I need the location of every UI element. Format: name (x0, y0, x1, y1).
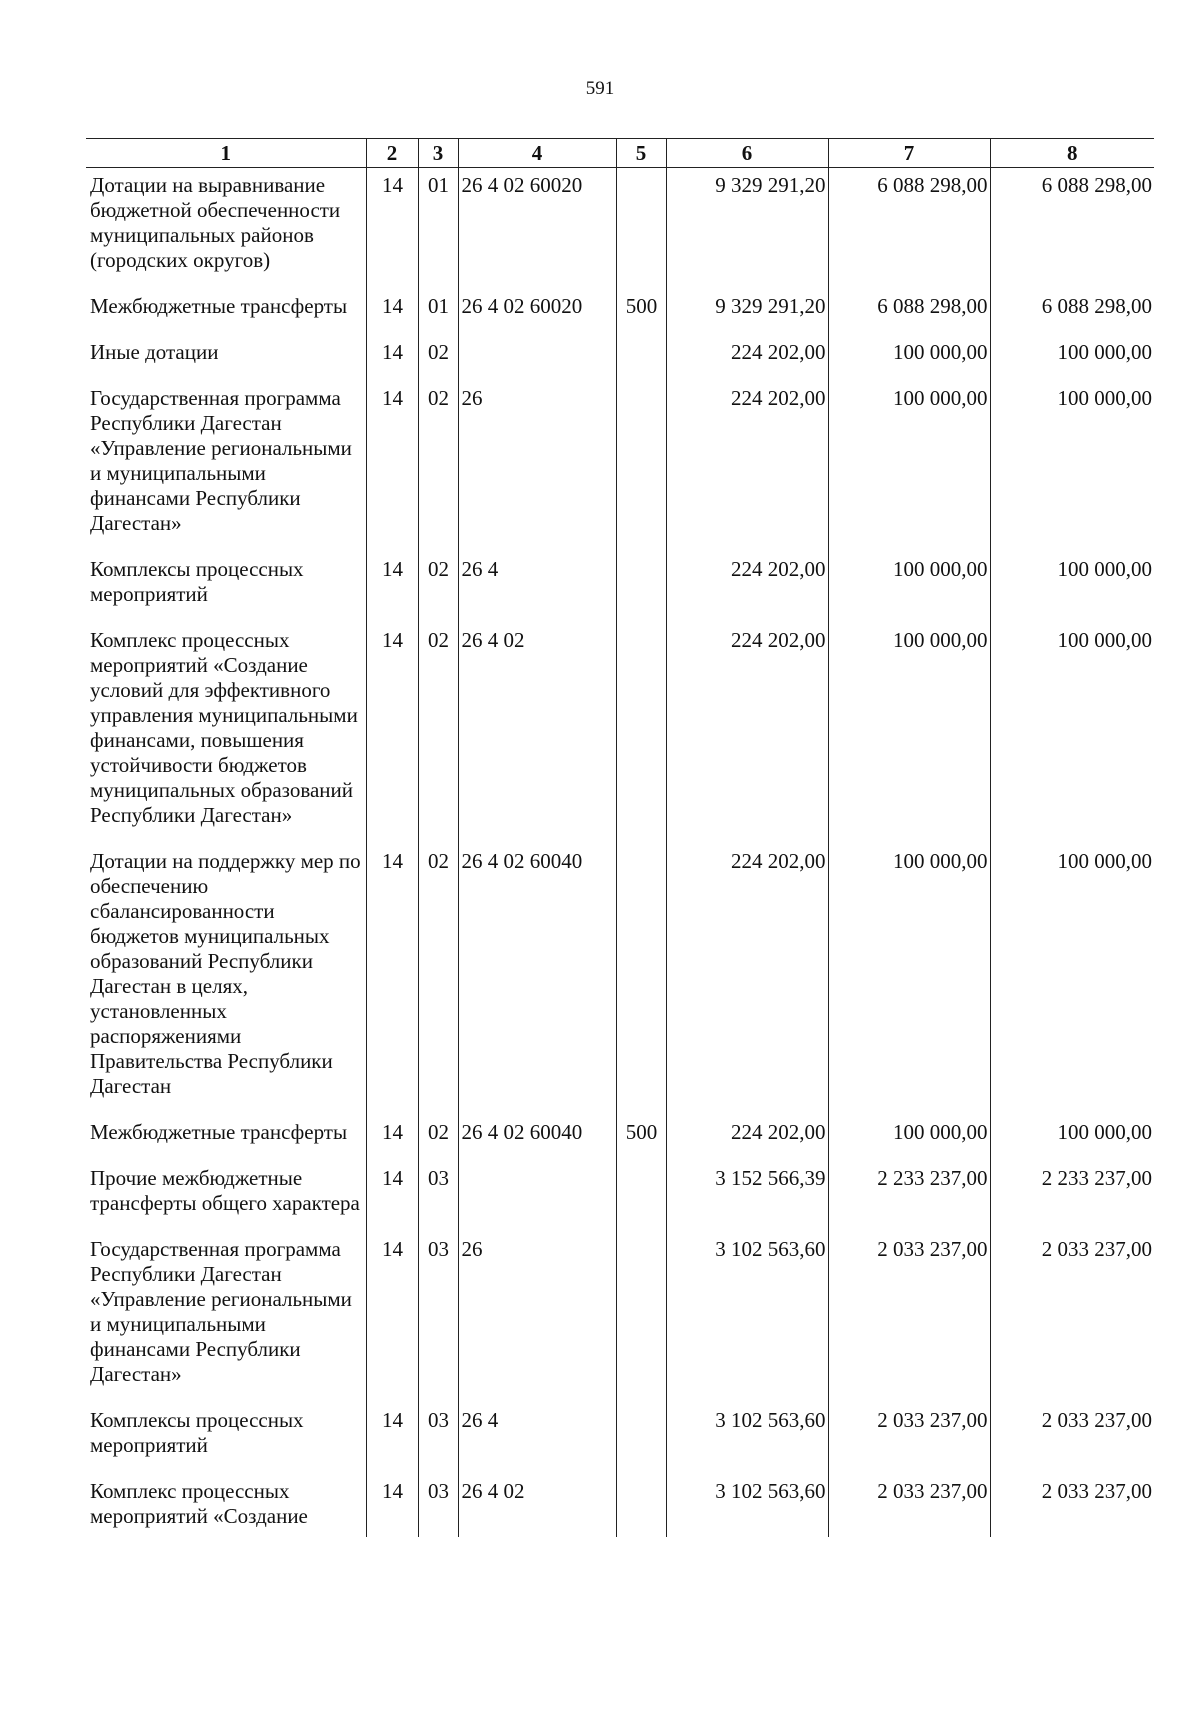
subsection-code: 01 (418, 289, 458, 335)
expense-type-code: 500 (616, 1115, 666, 1161)
target-article-code: 26 4 02 60020 (458, 289, 616, 335)
section-code: 14 (366, 1403, 418, 1474)
amount-col-7: 100 000,00 (828, 381, 990, 552)
table-row (86, 335, 1154, 381)
amount-col-6: 3 102 563,60 (666, 1474, 828, 1537)
row-name: Дотации на поддержку мер по обеспечению сбалансированности бюджетов муниципальных образований Республики Дагестан в целях, установленных распоряжениями Правительства Республики Дагестан (90, 849, 361, 1098)
amount-col-8: 100 000,00 (990, 844, 1154, 1115)
row-name: Прочие межбюджетные трансферты общего характера (90, 1166, 360, 1215)
amount-col-7: 100 000,00 (828, 844, 990, 1115)
amount-col-8: 100 000,00 (990, 1115, 1154, 1161)
amount-col-6: 3 102 563,60 (666, 1232, 828, 1403)
amount-col-6: 224 202,00 (666, 381, 828, 552)
expense-type-code (616, 1403, 666, 1474)
expense-type-code (616, 1474, 666, 1537)
target-article-code: 26 4 (458, 1403, 616, 1474)
amount-col-6: 224 202,00 (666, 552, 828, 623)
expense-type-code (616, 381, 666, 552)
row-name: Дотации на выравнивание бюджетной обеспеченности муниципальных районов (городских округов) (90, 173, 341, 272)
expense-type-code (616, 1232, 666, 1403)
target-article-code (458, 1161, 616, 1232)
amount-col-8: 100 000,00 (990, 552, 1154, 623)
expense-type-code (616, 844, 666, 1115)
amount-col-7: 2 233 237,00 (828, 1161, 990, 1232)
amount-col-8: 100 000,00 (990, 623, 1154, 844)
target-article-code: 26 4 02 60040 (458, 844, 616, 1115)
amount-col-8: 100 000,00 (990, 381, 1154, 552)
section-code: 14 (366, 1232, 418, 1403)
amount-col-6: 9 329 291,20 (666, 289, 828, 335)
table-row (86, 623, 1154, 844)
expense-type-code (616, 623, 666, 844)
expense-type-code (616, 1161, 666, 1232)
amount-col-6: 3 152 566,39 (666, 1161, 828, 1232)
table-row (86, 844, 1154, 1115)
subsection-code: 02 (418, 381, 458, 552)
table-row (86, 552, 1154, 623)
amount-col-8: 2 233 237,00 (990, 1161, 1154, 1232)
amount-col-6: 3 102 563,60 (666, 1403, 828, 1474)
section-code: 14 (366, 1115, 418, 1161)
amount-col-7: 100 000,00 (828, 335, 990, 381)
table-row (86, 381, 1154, 552)
amount-col-8: 2 033 237,00 (990, 1403, 1154, 1474)
row-name: Комплексы процессных мероприятий (90, 1408, 304, 1457)
amount-col-8: 6 088 298,00 (990, 168, 1154, 290)
table-header (86, 139, 1154, 168)
section-code: 14 (366, 1161, 418, 1232)
target-article-code: 26 4 02 (458, 1474, 616, 1537)
subsection-code: 02 (418, 623, 458, 844)
section-code: 14 (366, 168, 418, 290)
amount-col-7: 100 000,00 (828, 623, 990, 844)
header-col-5: 5 (616, 139, 666, 168)
subsection-code: 02 (418, 1115, 458, 1161)
table-row (86, 168, 1154, 290)
amount-col-7: 100 000,00 (828, 552, 990, 623)
section-code: 14 (366, 552, 418, 623)
section-code: 14 (366, 335, 418, 381)
subsection-code: 03 (418, 1403, 458, 1474)
amount-col-6: 224 202,00 (666, 844, 828, 1115)
amount-col-6: 224 202,00 (666, 623, 828, 844)
table-row (86, 289, 1154, 335)
row-name: Комплекс процессных мероприятий «Создание условий для эффективного управления муниципальными финансами, повышения устойчивости бюджетов муниципальных образований Республики Дагестан» (90, 628, 358, 827)
amount-col-8: 6 088 298,00 (990, 289, 1154, 335)
subsection-code: 03 (418, 1474, 458, 1537)
subsection-code: 01 (418, 168, 458, 290)
target-article-code: 26 4 02 (458, 623, 616, 844)
table-row (86, 1161, 1154, 1232)
subsection-code: 03 (418, 1232, 458, 1403)
row-name: Межбюджетные трансферты (90, 294, 348, 318)
amount-col-6: 9 329 291,20 (666, 168, 828, 290)
table-row (86, 1403, 1154, 1474)
header-col-7: 7 (828, 139, 990, 168)
header-col-8: 8 (990, 139, 1154, 168)
target-article-code: 26 4 (458, 552, 616, 623)
expense-type-code: 500 (616, 289, 666, 335)
row-name: Государственная программа Республики Дагестан «Управление региональными и муниципальными финансами Республики Дагестан» (90, 1237, 352, 1386)
target-article-code: 26 (458, 1232, 616, 1403)
amount-col-7: 6 088 298,00 (828, 289, 990, 335)
row-name: Комплекс процессных мероприятий «Создание (90, 1479, 308, 1528)
section-code: 14 (366, 844, 418, 1115)
table-row (86, 1232, 1154, 1403)
expense-type-code (616, 168, 666, 290)
table-body (86, 168, 1154, 1538)
target-article-code: 26 4 02 60020 (458, 168, 616, 290)
subsection-code: 03 (418, 1161, 458, 1232)
subsection-code: 02 (418, 552, 458, 623)
subsection-code: 02 (418, 844, 458, 1115)
header-row (86, 139, 1154, 168)
target-article-code: 26 4 02 60040 (458, 1115, 616, 1161)
budget-table (86, 138, 1154, 1537)
target-article-code (458, 335, 616, 381)
expense-type-code (616, 335, 666, 381)
row-name: Комплексы процессных мероприятий (90, 557, 304, 606)
amount-col-6: 224 202,00 (666, 335, 828, 381)
amount-col-7: 100 000,00 (828, 1115, 990, 1161)
row-name: Государственная программа Республики Дагестан «Управление региональными и муниципальными финансами Республики Дагестан» (90, 386, 352, 535)
amount-col-8: 2 033 237,00 (990, 1474, 1154, 1537)
amount-col-6: 224 202,00 (666, 1115, 828, 1161)
amount-col-7: 2 033 237,00 (828, 1232, 990, 1403)
header-col-2: 2 (366, 139, 418, 168)
row-name: Межбюджетные трансферты (90, 1120, 348, 1144)
amount-col-8: 2 033 237,00 (990, 1232, 1154, 1403)
header-col-4: 4 (458, 139, 616, 168)
section-code: 14 (366, 623, 418, 844)
section-code: 14 (366, 1474, 418, 1537)
target-article-code: 26 (458, 381, 616, 552)
section-code: 14 (366, 289, 418, 335)
amount-col-7: 6 088 298,00 (828, 168, 990, 290)
subsection-code: 02 (418, 335, 458, 381)
header-col-3: 3 (418, 139, 458, 168)
amount-col-7: 2 033 237,00 (828, 1403, 990, 1474)
amount-col-8: 100 000,00 (990, 335, 1154, 381)
page-number: 591 (585, 78, 615, 99)
row-name: Иные дотации (90, 340, 219, 364)
table-row (86, 1115, 1154, 1161)
section-code: 14 (366, 381, 418, 552)
expense-type-code (616, 552, 666, 623)
header-col-6: 6 (666, 139, 828, 168)
table-row (86, 1474, 1154, 1537)
header-col-1: 1 (86, 139, 366, 168)
amount-col-7: 2 033 237,00 (828, 1474, 990, 1537)
